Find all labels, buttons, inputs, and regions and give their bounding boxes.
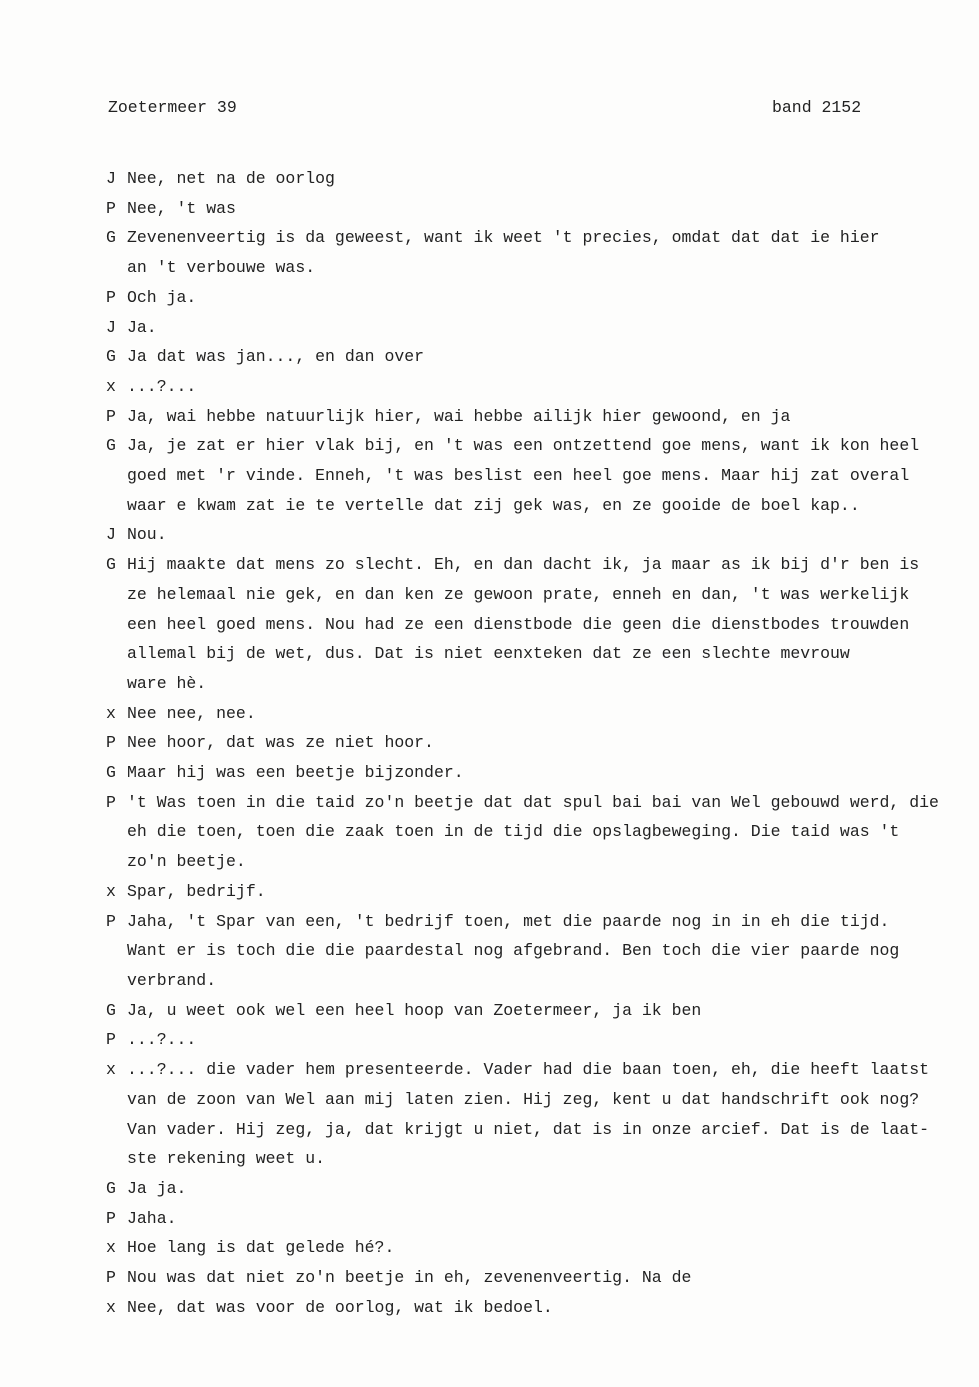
utterance-line: Nee, net na de oorlog [127,169,335,188]
utterance-line: Nee hoor, dat was ze niet hoor. [127,733,434,753]
speaker-label: x [106,703,116,723]
utterance [127,164,953,194]
transcript-turn [106,1233,956,1263]
transcript-turn [106,342,956,372]
speaker-label: P [106,406,116,426]
utterance [127,1174,953,1204]
utterance [127,758,953,788]
band-number: band 2152 [772,98,862,117]
utterance-line: ...?... die vader hem presenteerde. Vader had die baan toen, eh, die heeft laatst [127,1060,930,1080]
utterance [127,372,953,402]
utterance [127,728,953,758]
transcript-turn [106,550,956,699]
utterance [127,223,953,282]
utterance [127,313,953,343]
utterance-line: Spar, bedrijf. [127,881,266,901]
speaker-label: J [106,525,116,545]
speaker-label: P [106,792,116,812]
utterance-line: Jaha, 't Spar van een, 't bedrijf toen, met die paarde nog in in eh die tijd. [127,911,890,931]
speaker-label: J [106,317,116,337]
utterance-line: Nee nee, nee. [127,703,256,723]
utterance-line: waar e kwam zat ie te vertelle dat zij gek was, en ze gooide de boel kap.. [127,495,860,515]
utterance [127,1204,953,1234]
transcript-turn [106,1174,956,1204]
utterance-line: Jaha. [127,1208,177,1228]
utterance-line: goed met 'r vinde. Enneh, 't was beslist een heel goe mens. Maar hij zat overal [127,466,910,486]
utterance-line: allemal bij de wet, dus. Dat is niet eenxteken dat ze een slechte mevrouw [127,644,850,664]
transcript-turn [106,194,956,224]
transcript [106,164,956,1322]
utterance-line: ...?... [127,376,197,396]
utterance-line: Nou. [127,525,167,545]
speaker-label: x [106,1060,116,1080]
utterance-line: an 't verbouwe was. [127,258,316,278]
utterance-line: ste rekening weet u. [127,1149,326,1169]
transcript-turn [106,431,956,520]
utterance-line: 't Was toen in die taid zo'n beetje dat dat spul bai bai van Wel gebouwd werd, die [127,792,939,812]
utterance-line: Hij maakte dat mens zo slecht. Eh, en dan dacht ik, ja maar as ik bij d'r ben is [127,555,920,575]
transcript-turn [106,996,956,1026]
speaker-label: J [106,169,116,188]
utterance [127,788,953,877]
utterance [127,520,953,550]
utterance-line: Ja dat was jan..., en dan over [127,347,425,367]
utterance-line: ze helemaal nie gek, en dan ken ze gewoon prate, enneh en dan, 't was werkelijk [127,584,910,604]
utterance [127,699,953,729]
utterance-line: Nee, 't was [127,198,236,218]
transcript-turn [106,788,956,877]
speaker-label: G [106,347,116,367]
transcript-turn [106,907,956,996]
speaker-label: G [106,228,116,248]
speaker-label: G [106,1178,116,1198]
utterance [127,996,953,1026]
utterance [127,194,953,224]
utterance [127,1293,953,1323]
utterance-line: Ja. [127,317,157,337]
utterance-line: van de zoon van Wel aan mij laten zien. Hij zeg, kent u dat handschrift ook nog? [127,1089,920,1109]
speaker-label: P [106,1268,116,1288]
speaker-label: x [106,1297,116,1317]
utterance [127,877,953,907]
utterance-line: Ja ja. [127,1178,187,1198]
transcript-turn [106,1055,956,1174]
utterance-line: Nee, dat was voor de oorlog, wat ik bedoel. [127,1297,553,1317]
utterance-line: Hoe lang is dat gelede hé?. [127,1238,395,1258]
transcript-turn [106,1204,956,1234]
utterance-line: Zevenenveertig is da geweest, want ik weet 't precies, omdat dat dat ie hier [127,228,880,248]
utterance-line: Ja, wai hebbe natuurlijk hier, wai hebbe ailijk hier gewoond, en ja [127,406,791,426]
utterance [127,1233,953,1263]
transcript-turn [106,520,956,550]
utterance-line: Ja, u weet ook wel een heel hoop van Zoetermeer, ja ik ben [127,1000,702,1020]
utterance [127,283,953,313]
utterance [127,342,953,372]
place-header: Zoetermeer 39 [108,98,237,117]
speaker-label: x [106,376,116,396]
transcript-turn [106,1025,956,1055]
utterance [127,1025,953,1055]
utterance-line: Och ja. [127,287,197,307]
utterance-line: Van vader. Hij zeg, ja, dat krijgt u niet, dat is in onze arcief. Dat is de laat- [127,1119,930,1139]
utterance [127,402,953,432]
transcript-turn [106,402,956,432]
transcript-turn [106,283,956,313]
utterance [127,1055,953,1174]
speaker-label: G [106,763,116,783]
speaker-label: P [106,198,116,218]
speaker-label: x [106,881,116,901]
utterance-line: een heel goed mens. Nou had ze een dienstbode die geen die dienstbodes trouwden [127,614,910,634]
speaker-label: G [106,1000,116,1020]
utterance [127,431,953,520]
utterance-line: Want er is toch die die paardestal nog afgebrand. Ben toch die vier paarde nog [127,941,900,961]
transcript-turn [106,699,956,729]
transcript-turn [106,372,956,402]
speaker-label: G [106,436,116,456]
utterance-line: eh die toen, toen die zaak toen in de tijd die opslagbeweging. Die taid was 't [127,822,900,842]
transcript-turn [106,313,956,343]
transcript-turn [106,1293,956,1323]
utterance-line: Maar hij was een beetje bijzonder. [127,763,464,783]
utterance-line: zo'n beetje. [127,852,246,872]
utterance-line: ware hè. [127,673,207,693]
utterance-line: Ja, je zat er hier vlak bij, en 't was een ontzettend goe mens, want ik kon heel [127,436,920,456]
speaker-label: P [106,733,116,753]
utterance-line: Nou was dat niet zo'n beetje in eh, zevenenveertig. Na de [127,1268,692,1288]
utterance-line: verbrand. [127,970,217,990]
transcript-turn [106,1263,956,1293]
transcript-turn [106,164,956,194]
speaker-label: P [106,287,116,307]
speaker-label: P [106,1208,116,1228]
speaker-label: G [106,555,116,575]
speaker-label: P [106,1030,116,1050]
transcript-turn [106,758,956,788]
speaker-label: x [106,1238,116,1258]
transcript-turn [106,728,956,758]
utterance [127,1263,953,1293]
utterance [127,550,953,699]
utterance-line: ...?... [127,1030,197,1050]
utterance [127,907,953,996]
transcript-turn [106,877,956,907]
transcript-turn [106,223,956,282]
speaker-label: P [106,911,116,931]
